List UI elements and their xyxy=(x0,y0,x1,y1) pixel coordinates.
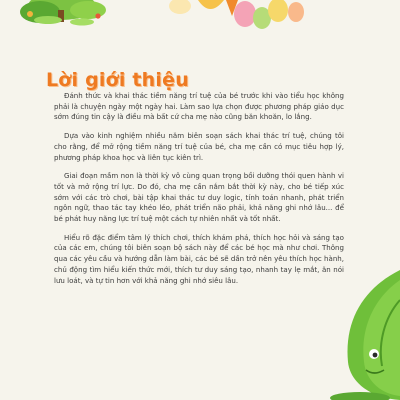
intro-body xyxy=(54,91,344,294)
page-title: Lời giới thiệu xyxy=(46,68,189,91)
top-illustration xyxy=(0,0,400,48)
paragraph-1: Đánh thức và khai thác tiềm năng trí tuệ của bé trước khi vào tiểu học không phải là chuyện ngày một ngày hai. Làm sao lựa chọn được phương pháp giáo dục sớm đúng tin cậy là điều mà bất cứ cha mẹ nào cũng băn khoăn, lo lắng. xyxy=(54,91,344,122)
paragraph-3: Giai đoạn mầm non là thời kỳ vô cùng quan trọng bồi dưỡng thói quen hành vi tốt và mở rộng trí lực. Do đó, cha mẹ cần nắm bắt thời kỳ này, cho bé tiếp xúc sớm với các trò chơi, bài tập khai thác tư duy logic, tính toán nhanh, phát triển ngôn ngữ, thao tác tay khéo léo, phát triển não phải, khả năng ghi nhớ lâu... để bé phát huy năng lực trí tuệ một cách tự nhiên nhất và tốt nhất. xyxy=(54,171,344,224)
leaf-illustration xyxy=(304,270,400,400)
paragraph-4: Hiểu rõ đặc điểm tâm lý thích chơi, thích khám phá, thích học hỏi và sáng tạo của các em, chúng tôi biên soạn bộ sách này để các bé học mà như chơi. Thông qua các yêu cầu và hướng dẫn làm bài, các bé sẽ dần trở nên yêu thích học hành, chủ động tìm hiểu kiến thức mới, thích tư duy sáng tạo, nhanh tay lẹ mắt, ăn nói lưu loát, và tự tin hơn với khả năng ghi nhớ siêu lâu. xyxy=(54,232,344,285)
paragraph-2: Dựa vào kinh nghiệm nhiều năm biên soạn sách khai thác trí tuệ, chúng tôi cho rằng, để mở rộng tiềm năng trí tuệ của bé, cha mẹ cần có mục tiêu hợp lý, phương pháp khoa học và liên tục kiên trì. xyxy=(54,131,344,162)
